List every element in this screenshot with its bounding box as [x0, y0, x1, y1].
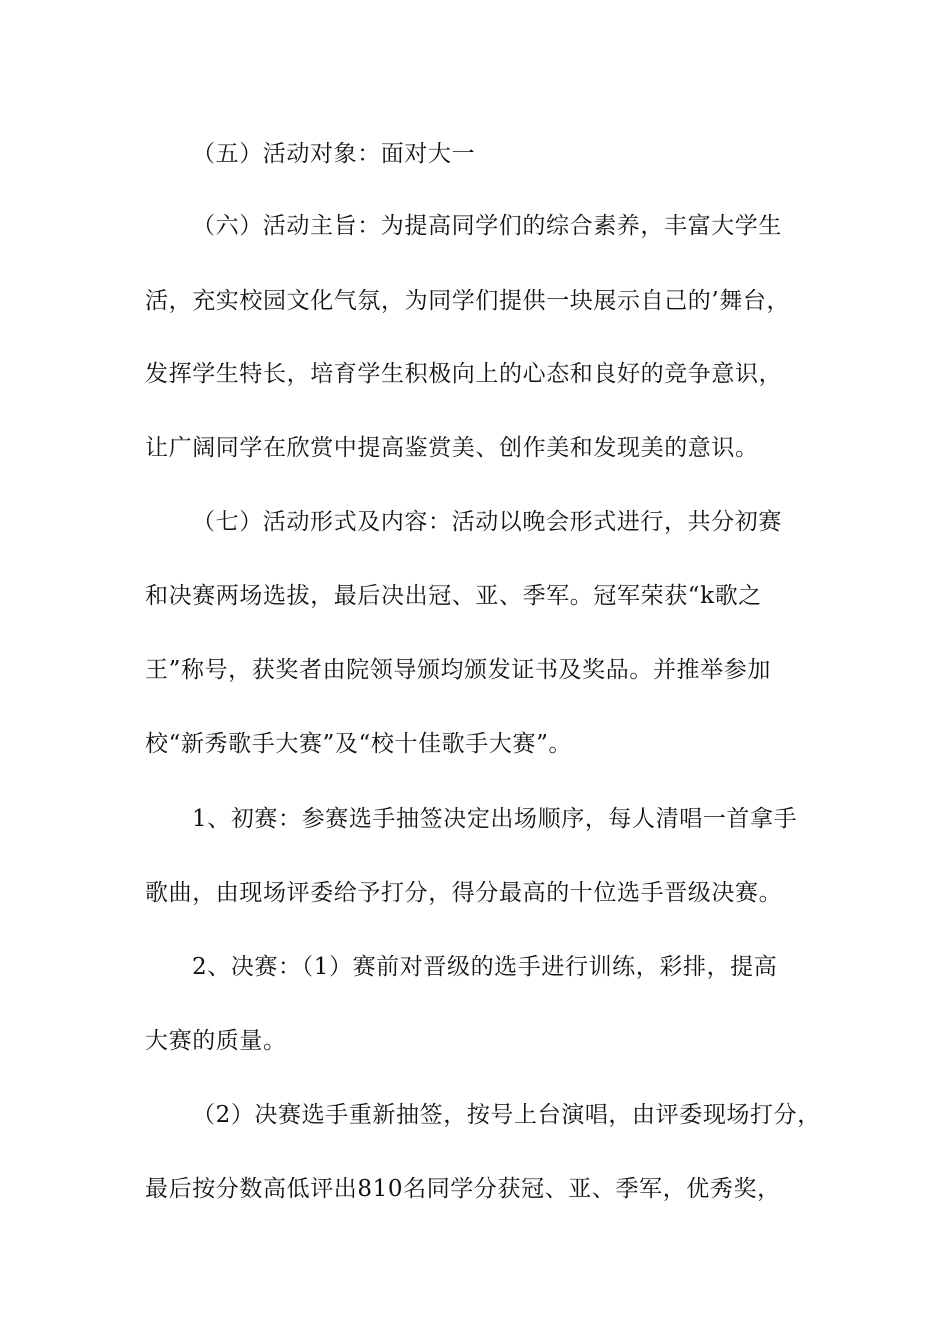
paragraph-line: 歌曲，由现场评委给予打分，得分最高的十位选手晋级决赛。: [145, 880, 783, 906]
paragraph-line: 最后按分数高低评出810名同学分获冠、亚、季军，优秀奖，: [145, 1176, 781, 1202]
paragraph-line: 让广阔同学在欣赏中提高鉴赏美、创作美和发现美的意识。: [145, 435, 759, 461]
paragraph-line: （六）活动主旨：为提高同学们的综合素养，丰富大学生: [192, 213, 782, 239]
paragraph-line: （2）决赛选手重新抽签，按号上台演唱，由评委现场打分，: [192, 1102, 821, 1128]
paragraph-line: 1、初赛：参赛选手抽签决定出场顺序，每人清唱一首拿手: [192, 806, 798, 832]
paragraph-line: 活，充实校园文化气氛，为同学们提供一块展示自己的’舞台，: [145, 288, 791, 314]
paragraph-line: 校“新秀歌手大赛”及“校十佳歌手大赛”。: [145, 731, 573, 757]
paragraph-line: 2、决赛：（1）赛前对晋级的选手进行训练，彩排，提高: [192, 954, 778, 980]
paragraph-line: 大赛的质量。: [145, 1028, 287, 1054]
paragraph-line: 王”称号，获奖者由院领导颁均颁发证书及奖品。并推举参加: [145, 657, 771, 683]
paragraph-line: （五）活动对象：面对大一: [192, 141, 476, 167]
paragraph-line: （七）活动形式及内容：活动以晚会形式进行，共分初赛: [192, 509, 782, 535]
paragraph-line: 发挥学生特长，培育学生积极向上的心态和良好的竞争意识，: [145, 361, 783, 387]
paragraph-line: 和决赛两场选拔，最后决出冠、亚、季军。冠军荣获“k歌之: [145, 583, 762, 609]
